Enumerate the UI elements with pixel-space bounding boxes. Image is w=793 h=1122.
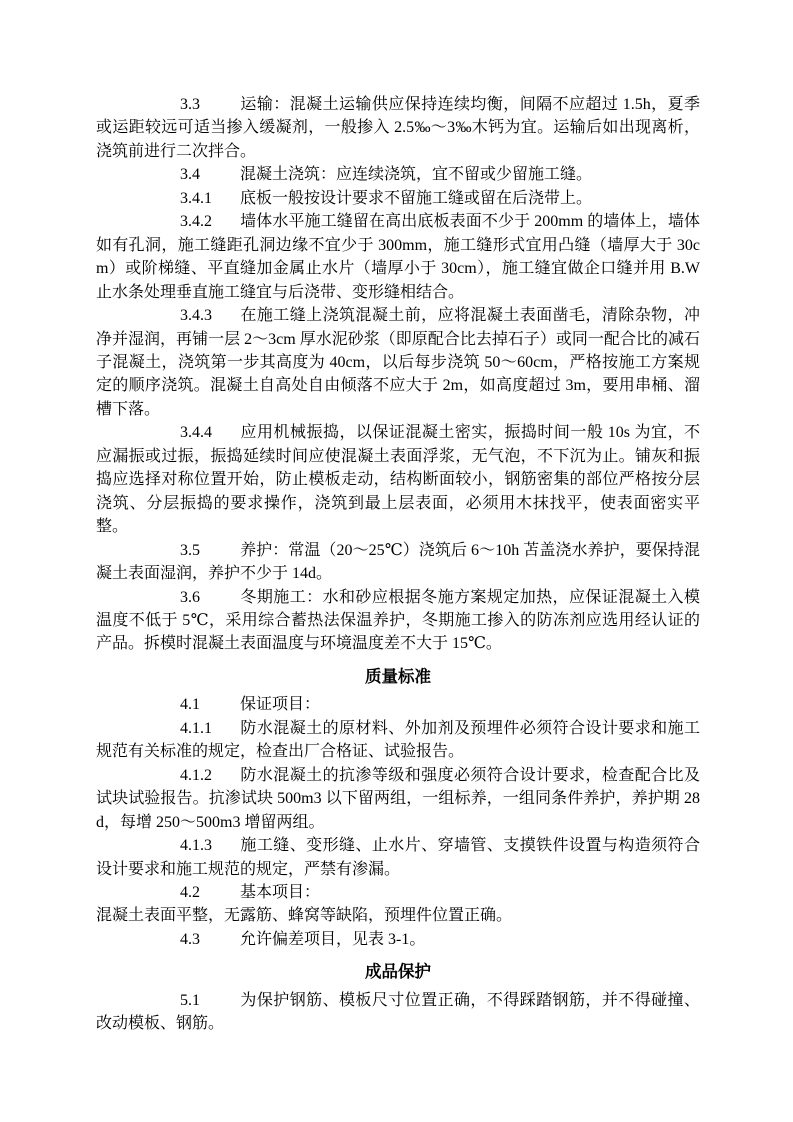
clause-4-1-3 xyxy=(96,834,700,881)
paragraph-4-2-body xyxy=(96,904,700,927)
clause-text: 防水混凝土的抗渗等级和强度必须符合设计要求，检查配合比及试块试验报告。抗渗试块 500m3 以下留两组，一组标养，一组同条件养护，养护期 28d，每增 250～500m3 增留两组。 xyxy=(96,766,700,831)
clause-text: 允许偏差项目，见表 3-1。 xyxy=(240,930,426,948)
clause-3-4 xyxy=(96,163,700,186)
clause-4-2 xyxy=(96,881,700,904)
clause-3-3 xyxy=(96,93,700,163)
clause-number: 3.4.4 xyxy=(180,424,212,442)
clause-number: 4.3 xyxy=(180,930,200,948)
clause-number: 3.4.2 xyxy=(180,213,212,231)
clause-text: 基本项目： xyxy=(240,883,321,901)
heading-quality-standards: 质量标准 xyxy=(365,666,431,686)
clause-4-3 xyxy=(96,928,700,951)
clause-3-4-2 xyxy=(96,210,700,304)
clause-number: 3.6 xyxy=(180,588,200,606)
clause-4-1 xyxy=(96,693,700,716)
clause-number: 5.1 xyxy=(180,991,200,1009)
clause-text: 养护：常温（20～25℃）浇筑后 6～10h 苫盖浇水养护，要保持混凝土表面湿润，养护不少于 14d。 xyxy=(96,541,700,583)
clause-number: 4.2 xyxy=(180,883,200,901)
clause-3-4-1 xyxy=(96,187,700,210)
clause-number: 3.3 xyxy=(180,96,200,113)
clause-text: 冬期施工：水和砂应根据冬施方案规定加热，应保证混凝土入模温度不低于 5℃，采用综合蓄热法保温养护，冬期施工掺入的防冻剂应选用经认证的产品。拆模时混凝土表面温度与环境温度差不大于 15℃。 xyxy=(96,588,700,653)
clause-text: 混凝土表面平整，无露筋、蜂窝等缺陷，预埋件位置正确。 xyxy=(96,907,513,925)
document-body xyxy=(96,93,700,1036)
clause-text: 运输：混凝土运输供应保持连续均衡，间隔不应超过 1.5h，夏季或运距较远可适当掺入缓凝剂，一般掺入 2.5‰～3‰木钙为宜。运输后如出现离析，浇筑前进行二次拌合。 xyxy=(96,96,700,160)
clause-text: 墙体水平施工缝留在高出底板表面不少于 200mm 的墙体上，墙体如有孔洞，施工缝距孔洞边缘不宜少于 300mm，施工缝形式宜用凸缝（墙厚大于 30cm）或阶梯缝、平直缝加金属止水片（墙厚小于 30cm），施工缝宜做企口缝并用 B.W 止水条处理垂直施工缝宜与后浇带、变形缝相结合。 xyxy=(96,213,700,301)
clause-text: 底板一般按设计要求不留施工缝或留在后浇带上。 xyxy=(240,189,593,207)
clause-5-1 xyxy=(96,989,700,1036)
clause-text: 防水混凝土的原材料、外加剂及预埋件必须符合设计要求和施工规范有关标准的规定，检查出厂合格证、试验报告。 xyxy=(96,719,700,761)
clause-4-1-2 xyxy=(96,764,700,834)
clause-3-5 xyxy=(96,539,700,586)
clause-text: 应用机械振捣，以保证混凝土密实，振捣时间一般 10s 为宜，不应漏振或过振，振捣延续时间应使混凝土表面浮浆，无气泡，不下沉为止。铺灰和振捣应选择对称位置开始，防止模板走动，结构断面较小，钢筋密集的部位严格按分层浇筑、分层振捣的要求操作，浇筑到最上层表面，必须用木抹找平，使表面密实平整。 xyxy=(96,424,700,536)
clause-text: 在施工缝上浇筑混凝土前，应将混凝土表面凿毛，清除杂物，冲净并湿润，再铺一层 2～3cm 厚水泥砂浆（即原配合比去掉石子）或同一配合比的减石子混凝土，浇筑第一步其高度为 40cm，以后每步浇筑 50～60cm，严格按施工方案规定的顺序浇筑。混凝土自高处自由倾落不应大于 2m，如高度超过 3m，要用串桶、溜槽下落。 xyxy=(96,307,700,418)
clause-number: 4.1 xyxy=(180,696,200,714)
clause-number: 3.5 xyxy=(180,541,200,559)
clause-3-6 xyxy=(96,586,700,656)
clause-number: 3.4.1 xyxy=(180,189,212,207)
clause-4-1-1 xyxy=(96,717,700,764)
clause-text: 为保护钢筋、模板尺寸位置正确，不得踩踏钢筋，并不得碰撞、改动模板、钢筋。 xyxy=(96,991,700,1033)
clause-number: 4.1.2 xyxy=(180,766,212,784)
clause-number: 4.1.1 xyxy=(180,719,212,737)
clause-3-4-4 xyxy=(96,421,700,538)
clause-number: 3.4 xyxy=(180,166,200,184)
clause-text: 混凝土浇筑：应连续浇筑，宜不留或少留施工缝。 xyxy=(240,166,593,184)
clause-text: 施工缝、变形缝、止水片、穿墙管、支摸铁件设置与构造须符合设计要求和施工规范的规定，严禁有渗漏。 xyxy=(96,837,700,878)
clause-3-4-3 xyxy=(96,304,700,421)
heading-product-protection: 成品保护 xyxy=(365,962,431,982)
clause-number: 3.4.3 xyxy=(180,307,212,325)
clause-number: 4.1.3 xyxy=(180,837,212,855)
clause-text: 保证项目： xyxy=(240,696,321,714)
